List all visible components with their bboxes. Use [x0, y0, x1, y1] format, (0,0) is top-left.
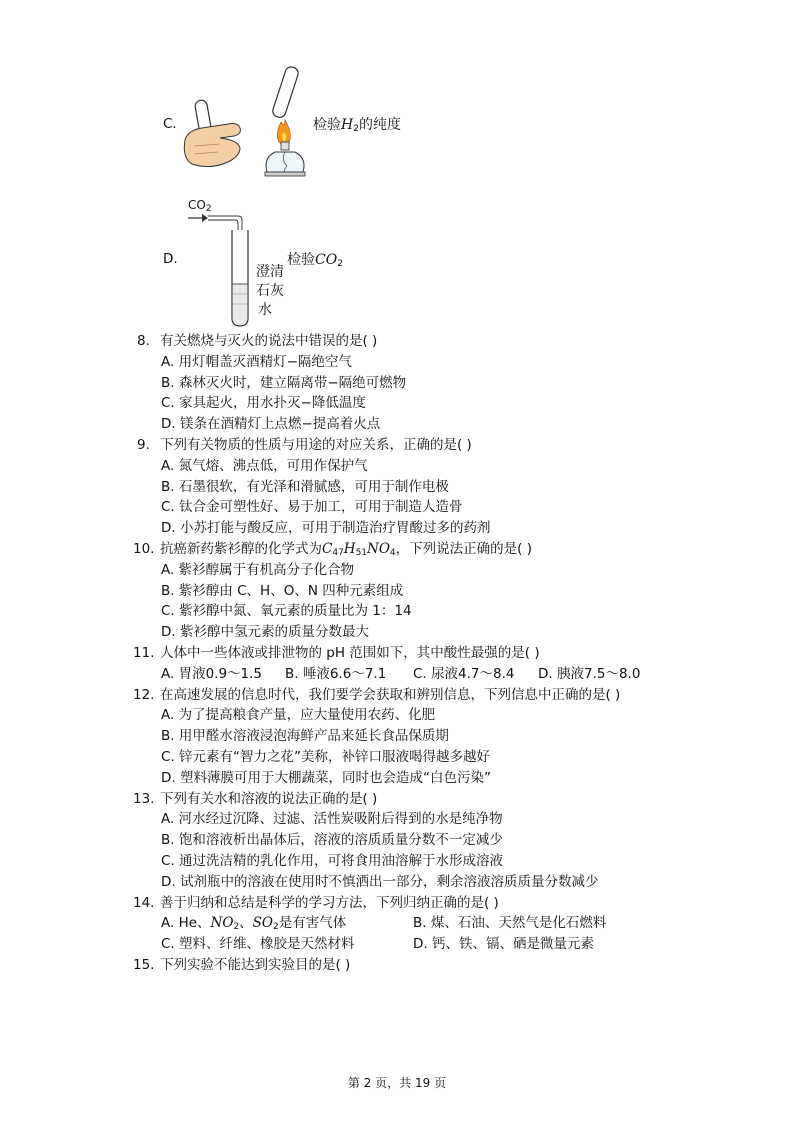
question-stem-15: 下列实验不能达到实验目的是( ) — [160, 957, 351, 973]
limewater-label-3: 水 — [258, 302, 272, 318]
option-9a: A. 氮气熔、沸点低，可用作保护气 — [161, 458, 368, 474]
option-14d: D. 钙、铁、镉、硒是微量元素 — [413, 936, 594, 952]
option-13d: D. 试剂瓶中的溶液在使用时不慎洒出一部分，剩余溶液溶质质量分数减少 — [161, 874, 599, 890]
question-number-12: 12. — [133, 687, 155, 703]
option-8a: A. 用灯帽盖灭酒精灯−隔绝空气 — [161, 354, 352, 370]
option-10d: D. 紫衫醇中氢元素的质量分数最大 — [161, 624, 369, 640]
option-11a: A. 胃液0.9～1.5 — [161, 666, 263, 682]
option-9b: B. 石墨很软，有光泽和滑腻感，可用于制作电极 — [161, 479, 449, 495]
alcohol-lamp-test-tube-illustration — [255, 62, 315, 184]
option-12c: C. 锌元素有“智力之花”美称，补锌口服液喝得越多越好 — [161, 749, 490, 765]
option-14b: B. 煤、石油、天然气是化石燃料 — [413, 915, 607, 931]
option-12a: A. 为了提高粮食产量，应大量使用农药、化肥 — [161, 707, 436, 723]
option-10b: B. 紫衫醇由 C、H、O、N 四种元素组成 — [161, 583, 404, 599]
page-footer: 第 2 页，共 19 页 — [347, 1076, 447, 1090]
figure-c-label: C. — [163, 116, 177, 132]
question-number-8: 8. — [137, 333, 150, 349]
question-stem-11: 人体中一些体液或排泄物的 pH 范围如下，其中酸性最强的是( ) — [160, 645, 540, 661]
question-stem-14: 善于归纳和总结是科学的学习方法，下列归纳正确的是( ) — [160, 895, 499, 911]
co2-gas-label: $CO_2$ — [188, 198, 212, 214]
option-11d: D. 胰液7.5～8.0 — [538, 666, 641, 682]
option-10c: C. 紫衫醇中氮、氧元素的质量比为 1：14 — [161, 603, 412, 619]
option-11c: C. 尿液4.7～8.4 — [413, 666, 515, 682]
option-8d: D. 镁条在酒精灯上点燃−提高着火点 — [161, 416, 381, 432]
option-13c: C. 通过洗洁精的乳化作用，可将食用油溶解于水形成溶液 — [161, 853, 504, 869]
limewater-label-1: 澄清 — [256, 264, 284, 280]
question-number-15: 15. — [133, 957, 155, 973]
question-stem-10: 抗癌新药紫衫醇的化学式为$C_{47}H_{51}NO_4$，下列说法正确的是( ) — [160, 541, 532, 558]
question-number-10: 10. — [133, 541, 155, 557]
question-number-13: 13. — [133, 791, 155, 807]
figure-d-label: D. — [163, 251, 178, 267]
option-13a: A. 河水经过沉降、过滤、活性炭吸附后得到的水是纯净物 — [161, 811, 503, 827]
limewater-label-2: 石灰 — [256, 283, 284, 299]
figure-d-caption: 检验$CO_2$ — [287, 252, 343, 269]
option-14a: A. He、$NO_2$、$SO_2$是有害气体 — [161, 915, 347, 932]
option-9c: C. 钛合金可塑性好、易于加工，可用于制造人造骨 — [161, 499, 463, 515]
option-14c: C. 塑料、纤维、橡胶是天然材料 — [161, 936, 355, 952]
question-number-14: 14. — [133, 895, 155, 911]
option-11b: B. 唾液6.6～7.1 — [285, 666, 387, 682]
option-8b: B. 森林灭火时，建立隔离带−隔绝可燃物 — [161, 375, 407, 391]
option-13b: B. 饱和溶液析出晶体后，溶液的溶质质量分数不一定减少 — [161, 832, 503, 848]
option-10a: A. 紫衫醇属于有机高分子化合物 — [161, 562, 355, 578]
option-12d: D. 塑料薄膜可用于大棚蔬菜，同时也会造成“白色污染” — [161, 770, 491, 786]
question-stem-8: 有关燃烧与灭火的说法中错误的是( ) — [160, 333, 378, 349]
option-12b: B. 用甲醛水溶液浸泡海鲜产品来延长食品保质期 — [161, 728, 449, 744]
question-stem-12: 在高速发展的信息时代，我们要学会获取和辨别信息，下列信息中正确的是( ) — [160, 687, 621, 703]
option-9d: D. 小苏打能与酸反应，可用于制造治疗胃酸过多的药剂 — [161, 520, 491, 536]
question-number-9: 9. — [137, 437, 150, 453]
figure-c-caption: 检验$H_2$的纯度 — [313, 117, 401, 134]
question-stem-13: 下列有关水和溶液的说法正确的是( ) — [160, 791, 378, 807]
option-8c: C. 家具起火，用水扑灭−降低温度 — [161, 395, 366, 411]
limewater-test-tube-illustration — [186, 210, 256, 328]
question-stem-9: 下列有关物质的性质与用途的对应关系，正确的是( ) — [160, 437, 472, 453]
question-number-11: 11. — [133, 645, 155, 661]
